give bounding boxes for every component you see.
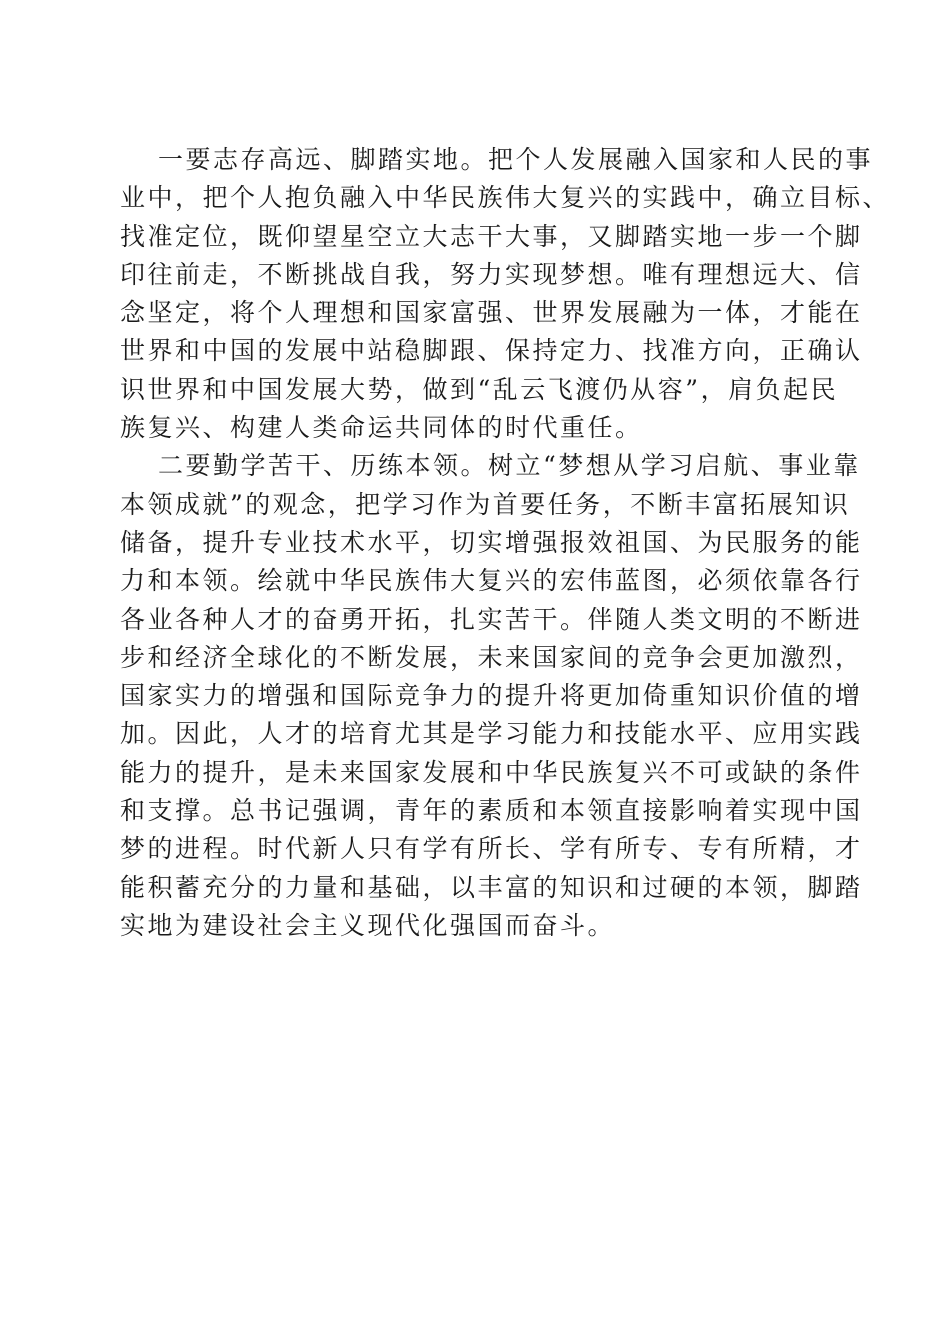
paragraph-line: 力和本领。绘就中华民族伟大复兴的宏伟蓝图，必须依靠各行: [120, 566, 863, 596]
paragraph-line: 和支撑。总书记强调，青年的素质和本领直接影响着实现中国: [120, 796, 863, 826]
paragraph-line: 印往前走，不断挑战自我，努力实现梦想。唯有理想远大、信: [120, 259, 863, 289]
paragraph-line: 找准定位，既仰望星空立大志干大事，又脚踏实地一步一个脚: [120, 221, 863, 251]
paragraph-line: 国家实力的增强和国际竞争力的提升将更加倚重知识价值的增: [120, 681, 863, 711]
paragraph-line: 业中，把个人抱负融入中华民族伟大复兴的实践中，确立目标、: [120, 183, 891, 213]
paragraph-line: 梦的进程。时代新人只有学有所长、学有所专、专有所精，才: [120, 834, 863, 864]
paragraph-line: 各业各种人才的奋勇开拓，扎实苦干。伴随人类文明的不断进: [120, 604, 863, 634]
document-body: [120, 141, 891, 945]
paragraph-line: 能力的提升，是未来国家发展和中华民族复兴不可或缺的条件: [120, 757, 863, 787]
paragraph-line: 识世界和中国发展大势，做到“乱云飞渡仍从容”，肩负起民: [120, 374, 839, 404]
paragraph-line: 世界和中国的发展中站稳脚跟、保持定力、找准方向，正确认: [120, 336, 863, 366]
paragraph-line: 储备，提升专业技术水平，切实增强报效祖国、为民服务的能: [120, 527, 863, 557]
paragraph-1: [120, 141, 891, 447]
paragraph-2: [120, 447, 863, 945]
paragraph-line: 一要志存高远、脚踏实地。把个人发展融入国家和人民的事: [158, 145, 874, 174]
paragraph-line: 加。因此，人才的培育尤其是学习能力和技能水平、应用实践: [120, 719, 863, 749]
paragraph-line: 二要勤学苦干、历练本领。树立“梦想从学习启航、事业靠: [158, 451, 861, 481]
paragraph-line: 能积蓄充分的力量和基础，以丰富的知识和过硬的本领，脚踏: [120, 872, 863, 902]
paragraph-line: 本领成就”的观念，把学习作为首要任务，不断丰富拓展知识: [120, 489, 851, 519]
paragraph-line: 念坚定，将个人理想和国家富强、世界发展融为一体，才能在: [120, 298, 863, 328]
paragraph-line: 族复兴、构建人类命运共同体的时代重任。: [120, 413, 643, 443]
paragraph-line: 实地为建设社会主义现代化强国而奋斗。: [120, 910, 616, 940]
paragraph-line: 步和经济全球化的不断发展，未来国家间的竞争会更加激烈，: [120, 642, 863, 672]
